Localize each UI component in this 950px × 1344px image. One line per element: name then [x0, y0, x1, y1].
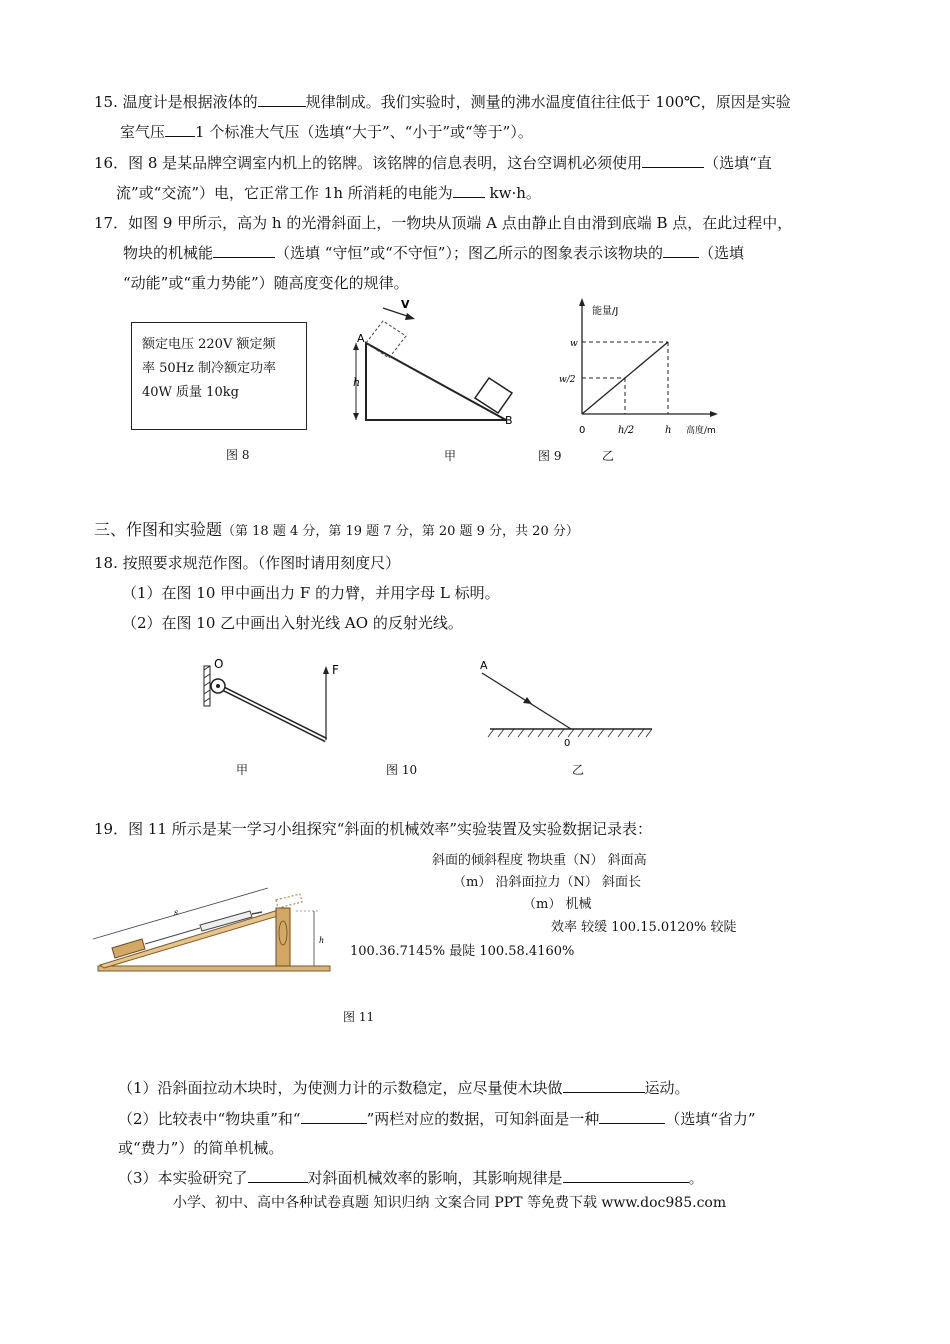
- q18-stem: 18. 按照要求规范作图。（作图时请用刻度尺）: [94, 554, 401, 572]
- q19-part1: （1）沿斜面拉动木块时，为使测力计的示数稳定，应尽量使木块做 运动。: [118, 1079, 690, 1097]
- incident-ray-arrowhead: [523, 697, 532, 704]
- graph-xlabel: 高度/m: [686, 426, 716, 436]
- force-f-arrowhead: [323, 666, 329, 674]
- block-end: [475, 378, 512, 413]
- answer-blank[interactable]: [301, 1109, 367, 1124]
- label-f: F: [332, 663, 339, 677]
- fig10-caption: 图 10: [386, 763, 418, 777]
- label-o: O: [214, 657, 224, 671]
- label-o: 0: [564, 738, 571, 749]
- q15-line2: 室气压 1 个标准大气压（选填“大于”、“小于”或“等于”）。: [120, 123, 533, 141]
- fig10-caption-jia: 甲: [236, 763, 249, 777]
- label-v: V: [401, 298, 410, 311]
- fig11-caption: 图 11: [343, 1010, 375, 1024]
- answer-blank[interactable]: [642, 153, 704, 168]
- reflection-diagram: [476, 656, 666, 750]
- fig9-caption: 图 9: [538, 449, 562, 463]
- label-b: B: [505, 414, 513, 427]
- q16-line1: 16．图 8 是某品牌空调室内机上的铭牌。该铭牌的信息表明，这台空调机必须使用 （选填“直: [94, 154, 772, 172]
- q19-part2-line2: 或“费力”）的简单机械。: [118, 1139, 284, 1157]
- support-block: [276, 908, 290, 966]
- q15-line1: 15. 温度计是根据液体的 规律制成。我们实验时，测量的沸水温度值往往低于 100℃，原因是实验: [94, 93, 791, 111]
- incline-experiment-diagram: [90, 878, 340, 978]
- q17-line2: 物块的机械能 （选填 “守恒”或“不守恒”）；图乙所示的图象表示该物块的 （选填: [123, 244, 744, 262]
- answer-blank[interactable]: [258, 92, 306, 107]
- base-board: [98, 966, 330, 971]
- answer-blank[interactable]: [563, 1168, 689, 1183]
- block-start-dashed: [366, 321, 406, 358]
- page-footer: 小学、初中、高中各种试卷真题 知识归纳 文案合同 PPT 等免费下载 www.doc985.com: [173, 1195, 727, 1211]
- label-s: s: [174, 908, 179, 917]
- q18-part1: （1）在图 10 甲中画出力 F 的力臂，并用字母 L 标明。: [122, 584, 500, 602]
- q16-line2: 流”或“交流”）电，它正常工作 1h 所消耗的电能为 kw·h。: [116, 184, 541, 202]
- tick-h2: h/2: [618, 425, 635, 436]
- q19-part3: （3）本实验研究了 对斜面机械效率的影响，其影响规律是 。: [118, 1169, 704, 1187]
- tick-w2: w/2: [559, 375, 576, 385]
- incline-triangle: [366, 343, 506, 420]
- incline-board: [100, 908, 288, 968]
- data-table-line: （m） 机械: [523, 897, 592, 912]
- fig10-caption-yi: 乙: [572, 763, 585, 777]
- tick-origin: 0: [579, 425, 586, 436]
- graph-ylabel: 能量/J: [592, 306, 619, 317]
- tick-w: w: [570, 339, 578, 349]
- dashed-block: [276, 894, 302, 908]
- energy-graph: [548, 296, 758, 444]
- data-table-line: 斜面的倾斜程度 物块重（N） 斜面高: [432, 853, 647, 868]
- answer-blank[interactable]: [165, 122, 195, 137]
- nameplate-line: 40W 质量 10kg: [142, 385, 239, 400]
- nameplate-line: 额定电压 220V 额定频: [142, 337, 276, 352]
- label-a: A: [480, 659, 488, 672]
- fig9-caption-jia: 甲: [444, 449, 457, 463]
- q17-line3: “动能”或“重力势能”）随高度变化的规律。: [123, 274, 409, 292]
- fig8-caption: 图 8: [226, 448, 250, 462]
- data-table-line: 100.36.7145% 最陡 100.58.4160%: [350, 944, 575, 959]
- x-axis-arrow: [710, 411, 718, 417]
- lever-diagram: [198, 654, 348, 754]
- tick-h: h: [665, 425, 672, 436]
- q17-line1: 17．如图 9 甲所示，高为 h 的光滑斜面上，一物块从顶端 A 点由静止自由滑到底端 B 点，在此过程中，: [94, 214, 793, 232]
- dim-arrow-bottom: [353, 413, 359, 420]
- answer-blank[interactable]: [563, 1078, 645, 1093]
- fig9-caption-yi: 乙: [602, 449, 615, 463]
- answer-blank[interactable]: [248, 1168, 308, 1183]
- q18-part2: （2）在图 10 乙中画出入射光线 AO 的反射光线。: [122, 614, 463, 632]
- label-a: A: [357, 332, 365, 345]
- answer-blank[interactable]: [663, 243, 699, 258]
- answer-blank[interactable]: [453, 183, 485, 198]
- answer-blank[interactable]: [213, 243, 275, 258]
- answer-blank[interactable]: [599, 1109, 665, 1124]
- data-table-line: 效率 较缓 100.15.0120% 较陡: [551, 920, 737, 935]
- section-heading: 三、作图和实验题（第 18 题 4 分，第 19 题 7 分，第 20 题 9 分，共 20 分）: [94, 520, 579, 539]
- y-axis-arrow: [579, 298, 585, 306]
- q19-stem: 19．图 11 所示是某一学习小组探究“斜面的机械效率”实验装置及实验数据记录表：: [94, 820, 653, 838]
- label-h: h: [319, 936, 325, 945]
- nameplate-line: 率 50Hz 制冷额定功率: [142, 361, 276, 376]
- label-h: h: [353, 376, 361, 389]
- nameplate-box: [131, 322, 307, 430]
- q19-part2: （2）比较表中“物块重”和“ ”两栏对应的数据，可知斜面是一种 （选填“省力”: [118, 1110, 756, 1128]
- mirror-hatching: [488, 729, 652, 737]
- velocity-arrowhead: [405, 313, 415, 320]
- incline-diagram: [345, 298, 525, 430]
- data-table-line: （m） 沿斜面拉力（N） 斜面长: [453, 875, 641, 890]
